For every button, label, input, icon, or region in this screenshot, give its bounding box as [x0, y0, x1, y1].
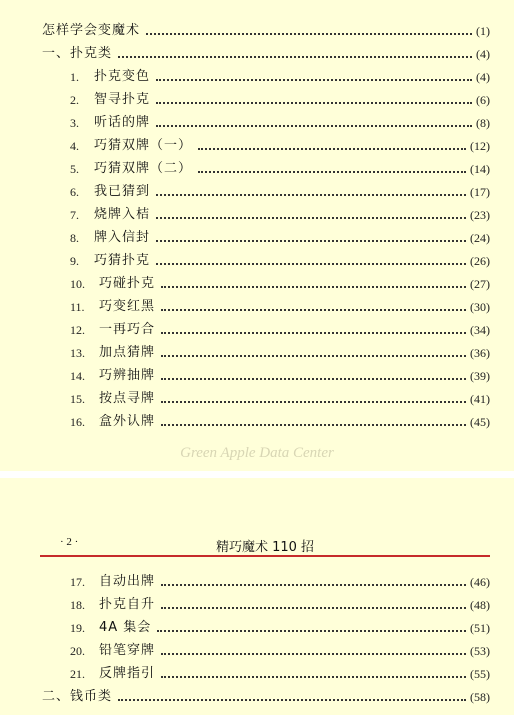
- dot-leader: [161, 603, 466, 609]
- toc-entry[interactable]: [70, 572, 490, 592]
- entry-title: 巧猜双牌（二）: [94, 161, 193, 176]
- entry-title: 扑克变色: [94, 69, 151, 84]
- dot-leader: [161, 305, 466, 311]
- toc-entry[interactable]: [70, 641, 490, 661]
- toc-entry[interactable]: [42, 44, 490, 64]
- entry-page-number: (41): [470, 392, 490, 406]
- entry-title: 一再巧合: [99, 322, 156, 337]
- toc-entry[interactable]: [70, 664, 490, 684]
- entry-page-number: (51): [470, 621, 490, 635]
- entry-title: 自动出牌: [99, 574, 156, 589]
- page-gap: [0, 471, 514, 478]
- dot-leader: [161, 282, 466, 288]
- entry-page-number: (4): [476, 47, 490, 61]
- entry-page-number: (14): [470, 162, 490, 176]
- dot-leader: [118, 695, 466, 701]
- toc-page-2: [0, 478, 514, 715]
- entry-number: 3.: [70, 116, 79, 130]
- dot-leader: [161, 420, 466, 426]
- dot-leader: [198, 144, 466, 150]
- entry-title: 巧碰扑克: [99, 276, 156, 291]
- running-header: [40, 536, 490, 554]
- toc-entry[interactable]: [70, 320, 490, 340]
- dot-leader: [161, 580, 466, 586]
- dot-leader: [157, 626, 466, 632]
- entry-number: 10.: [70, 277, 85, 291]
- entry-number: 2.: [70, 93, 79, 107]
- entry-number: 14.: [70, 369, 85, 383]
- toc-entry[interactable]: [70, 136, 490, 156]
- toc-entry[interactable]: [42, 687, 490, 707]
- entry-number: 4.: [70, 139, 79, 153]
- toc-entry[interactable]: [70, 389, 490, 409]
- toc-entry[interactable]: [70, 595, 490, 615]
- entry-number: 9.: [70, 254, 79, 268]
- dot-leader: [161, 351, 466, 357]
- entry-title: 智寻扑克: [94, 92, 151, 107]
- entry-title: 听话的牌: [94, 115, 151, 130]
- toc-entry[interactable]: [70, 343, 490, 363]
- entry-page-number: (24): [470, 231, 490, 245]
- entry-page-number: (23): [470, 208, 490, 222]
- entry-page-number: (55): [470, 667, 490, 681]
- entry-title: 牌入信封: [94, 230, 151, 245]
- page-number: · 2 ·: [60, 536, 79, 548]
- entry-title: 盒外认牌: [99, 414, 156, 429]
- toc-entry[interactable]: [70, 113, 490, 133]
- entry-page-number: (27): [470, 277, 490, 291]
- entry-page-number: (26): [470, 254, 490, 268]
- entry-number: 5.: [70, 162, 79, 176]
- toc-entry[interactable]: [70, 159, 490, 179]
- dot-leader: [156, 213, 466, 219]
- toc-entry[interactable]: [42, 21, 490, 41]
- dot-leader: [198, 167, 466, 173]
- dot-leader: [156, 121, 472, 127]
- entry-number: 7.: [70, 208, 79, 222]
- dot-leader: [156, 236, 466, 242]
- toc-entry[interactable]: [70, 205, 490, 225]
- entry-title: 按点寻牌: [99, 391, 156, 406]
- entry-page-number: (39): [470, 369, 490, 383]
- book-title: 精巧魔术 110 招: [215, 540, 315, 555]
- dot-leader: [161, 397, 466, 403]
- dot-leader: [118, 52, 472, 58]
- entry-page-number: (34): [470, 323, 490, 337]
- entry-number: 20.: [70, 644, 85, 658]
- watermark: Green Apple Data Center: [180, 445, 334, 461]
- toc-entry[interactable]: [70, 67, 490, 87]
- dot-leader: [161, 374, 466, 380]
- entry-page-number: (45): [470, 415, 490, 429]
- toc-entry[interactable]: [70, 182, 490, 202]
- entry-title: 巧猜扑克: [94, 253, 151, 268]
- entry-page-number: (4): [476, 70, 490, 84]
- dot-leader: [161, 649, 466, 655]
- toc-entry[interactable]: [70, 618, 490, 638]
- entry-number: 8.: [70, 231, 79, 245]
- entry-page-number: (58): [470, 690, 490, 704]
- entry-number: 18.: [70, 598, 85, 612]
- entry-number: 19.: [70, 621, 85, 635]
- entry-number: 16.: [70, 415, 85, 429]
- dot-leader: [156, 190, 466, 196]
- header-rule: [40, 555, 490, 557]
- entry-title: 一、扑克类: [42, 46, 113, 61]
- entry-title: 巧猜双牌（一）: [94, 138, 193, 153]
- toc-entry[interactable]: [70, 366, 490, 386]
- entry-number: 1.: [70, 70, 79, 84]
- entry-title: 巧辨抽牌: [99, 368, 156, 383]
- entry-page-number: (1): [476, 24, 490, 38]
- toc-entry[interactable]: [70, 274, 490, 294]
- entry-page-number: (46): [470, 575, 490, 589]
- dot-leader: [146, 29, 472, 35]
- entry-title: 铅笔穿牌: [99, 643, 156, 658]
- entry-title: 烧牌入桔: [94, 207, 151, 222]
- entry-title: 4A 集会: [99, 620, 152, 635]
- dot-leader: [161, 328, 466, 334]
- entry-title: 反牌指引: [99, 666, 156, 681]
- dot-leader: [156, 98, 472, 104]
- toc-entry[interactable]: [70, 412, 490, 432]
- entry-title: 我已猜到: [94, 184, 151, 199]
- entry-number: 15.: [70, 392, 85, 406]
- entry-number: 13.: [70, 346, 85, 360]
- entry-page-number: (12): [470, 139, 490, 153]
- toc-entry[interactable]: [70, 90, 490, 110]
- entry-number: 11.: [70, 300, 85, 314]
- entry-page-number: (8): [476, 116, 490, 130]
- dot-leader: [156, 75, 472, 81]
- dot-leader: [161, 672, 466, 678]
- entry-page-number: (30): [470, 300, 490, 314]
- toc-entry[interactable]: [70, 297, 490, 317]
- entry-page-number: (6): [476, 93, 490, 107]
- toc-entry[interactable]: [70, 228, 490, 248]
- entry-title: 怎样学会变魔术: [42, 23, 141, 38]
- entry-title: 巧变红黑: [99, 299, 156, 314]
- entry-title: 扑克自升: [99, 597, 156, 612]
- entry-page-number: (36): [470, 346, 490, 360]
- entry-number: 12.: [70, 323, 85, 337]
- entry-page-number: (53): [470, 644, 490, 658]
- entry-page-number: (48): [470, 598, 490, 612]
- entry-number: 17.: [70, 575, 85, 589]
- toc-entry[interactable]: [70, 251, 490, 271]
- entry-number: 21.: [70, 667, 85, 681]
- dot-leader: [156, 259, 466, 265]
- entry-number: 6.: [70, 185, 79, 199]
- entry-title: 加点猜牌: [99, 345, 156, 360]
- entry-title: 二、钱币类: [42, 689, 113, 704]
- entry-page-number: (17): [470, 185, 490, 199]
